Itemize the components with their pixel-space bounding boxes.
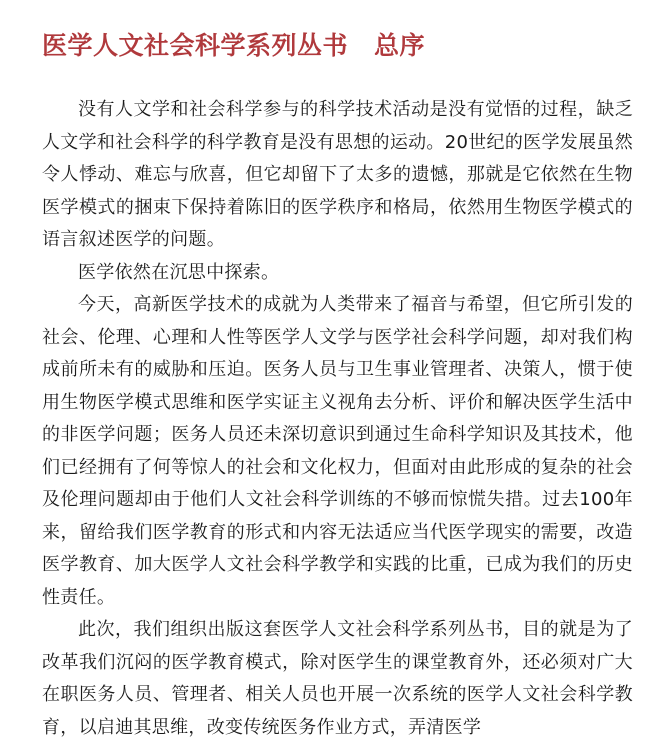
paragraph: 没有人文学和社会科学参与的科学技术活动是没有觉悟的过程，缺乏人文学和社会科学的科学教育是没有思想的运动。20世纪的医学发展虽然令人悸动、难忘与欣喜，但它却留下了太多的遗憾，那就是它依然在生物医学模式的捆束下保持着陈旧的医学秩序和格局，依然用生物医学模式的语言叙述医学的问题。 bbox=[42, 99, 633, 250]
title-main: 医学人文社会科学系列丛书 bbox=[42, 31, 349, 60]
page-title bbox=[42, 22, 633, 70]
title-suffix: 总序 bbox=[374, 31, 426, 60]
paragraph: 此次，我们组织出版这套医学人文社会科学系列丛书，目的就是为了改革我们沉闷的医学教育模式，除对医学生的课堂教育外，还必须对广大在职医务人员、管理者、相关人员也开展一次系统的医学人文社会科学教育，以启迪其思维，改变传统医务作业方式，弄清医学 bbox=[42, 619, 633, 738]
document-body bbox=[42, 94, 633, 744]
paragraph: 今天，高新医学技术的成就为人类带来了福音与希望，但它所引发的社会、伦理、心理和人性等医学人文学与医学社会科学问题，却对我们构成前所未有的威胁和压迫。医务人员与卫生事业管理者、决策人，惯于使用生物医学模式思维和医学实证主义视角去分析、评价和解决医学生活中的非医学问题；医务人员还未深切意识到通过生命科学知识及其技术，他们已经拥有了何等惊人的社会和文化权力，但面对由此形成的复杂的社会及伦理问题却由于他们人文社会科学训练的不够而惊慌失措。过去100年来，留给我们医学教育的形式和内容无法适应当代医学现实的需要，改造医学教育、加大医学人文社会科学教学和实践的比重，已成为我们的历史性责任。 bbox=[42, 294, 633, 608]
paragraph: 医学依然在沉思中探索。 bbox=[78, 261, 280, 283]
